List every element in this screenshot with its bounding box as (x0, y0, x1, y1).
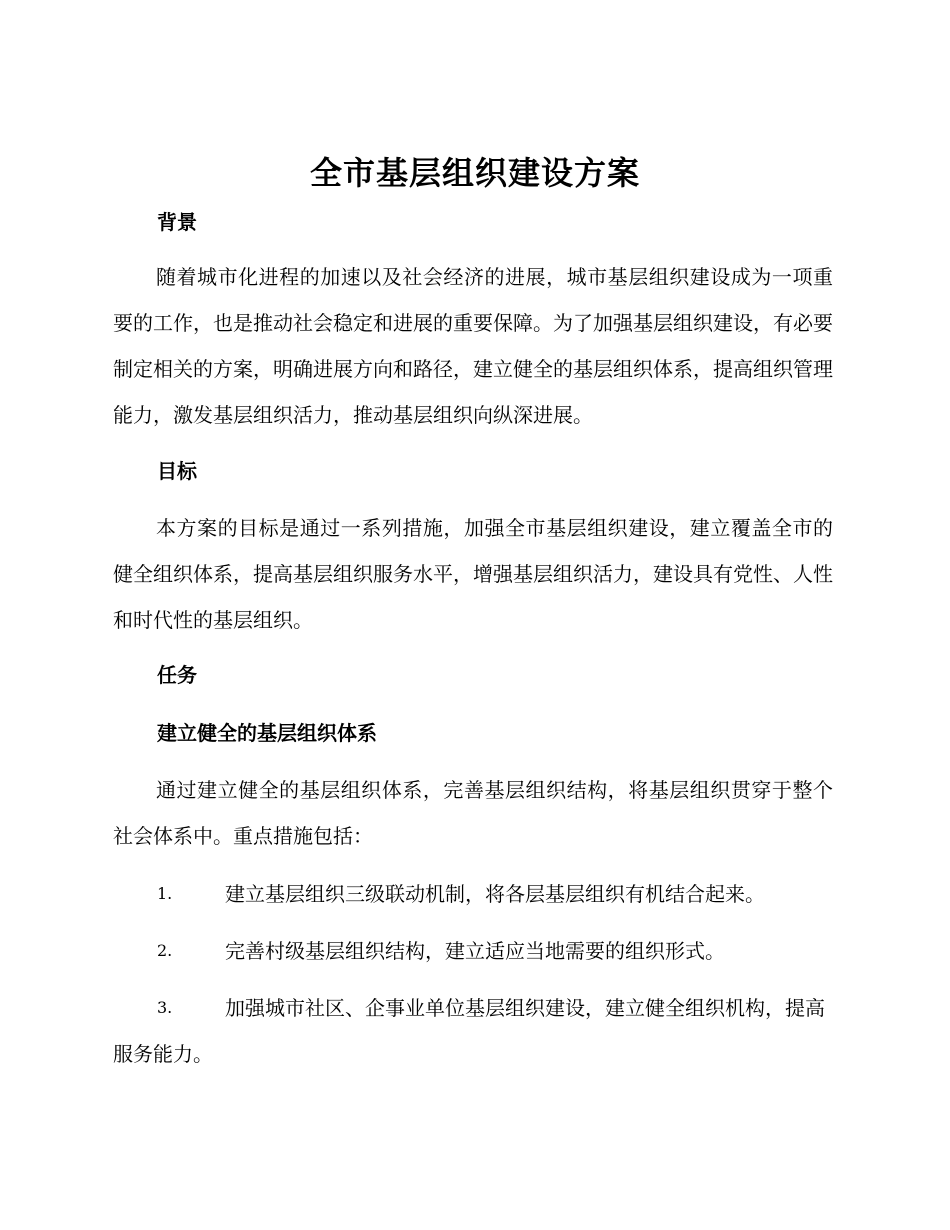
subsection-heading-organization-system: 建立健全的基层组织体系 (157, 721, 377, 745)
list-item (113, 928, 833, 974)
paragraph-tasks: 通过建立健全的基层组织体系，完善基层组织结构，将基层组织贯穿于整个社会体系中。重点措施包括： (113, 778, 833, 848)
list-item (113, 871, 833, 917)
list-item-number: 2. (157, 941, 173, 960)
paragraph-background: 随着城市化进程的加速以及社会经济的进展，城市基层组织建设成为一项重要的工作，也是推动社会稳定和进展的重要保障。为了加强基层组织建设，有必要制定相关的方案，明确进展方向和路径，建立健全的基层组织体系，提高组织管理能力，激发基层组织活力，推动基层组织向纵深进展。 (113, 265, 833, 427)
document-title: 全市基层组织建设方案 (309, 154, 640, 192)
list-item-text: 建立基层组织三级联动机制，将各层基层组织有机结合起来。 (225, 882, 765, 906)
section-heading-background: 背景 (157, 210, 197, 234)
list-item-text: 完善村级基层组织结构，建立适应当地需要的组织形式。 (225, 939, 725, 963)
paragraph-goal: 本方案的目标是通过一系列措施，加强全市基层组织建设，建立覆盖全市的健全组织体系，提高基层组织服务水平，增强基层组织活力，建设具有党性、人性和时代性的基层组织。 (113, 516, 833, 632)
list-item-text: 加强城市社区、企事业单位基层组织建设，建立健全组织机构，提高服务能力。 (113, 996, 825, 1066)
list-item-number: 1. (157, 884, 173, 903)
list-item (113, 985, 833, 1077)
list-item-number: 3. (157, 998, 173, 1017)
section-heading-tasks: 任务 (157, 663, 197, 687)
section-heading-goal: 目标 (157, 459, 197, 483)
